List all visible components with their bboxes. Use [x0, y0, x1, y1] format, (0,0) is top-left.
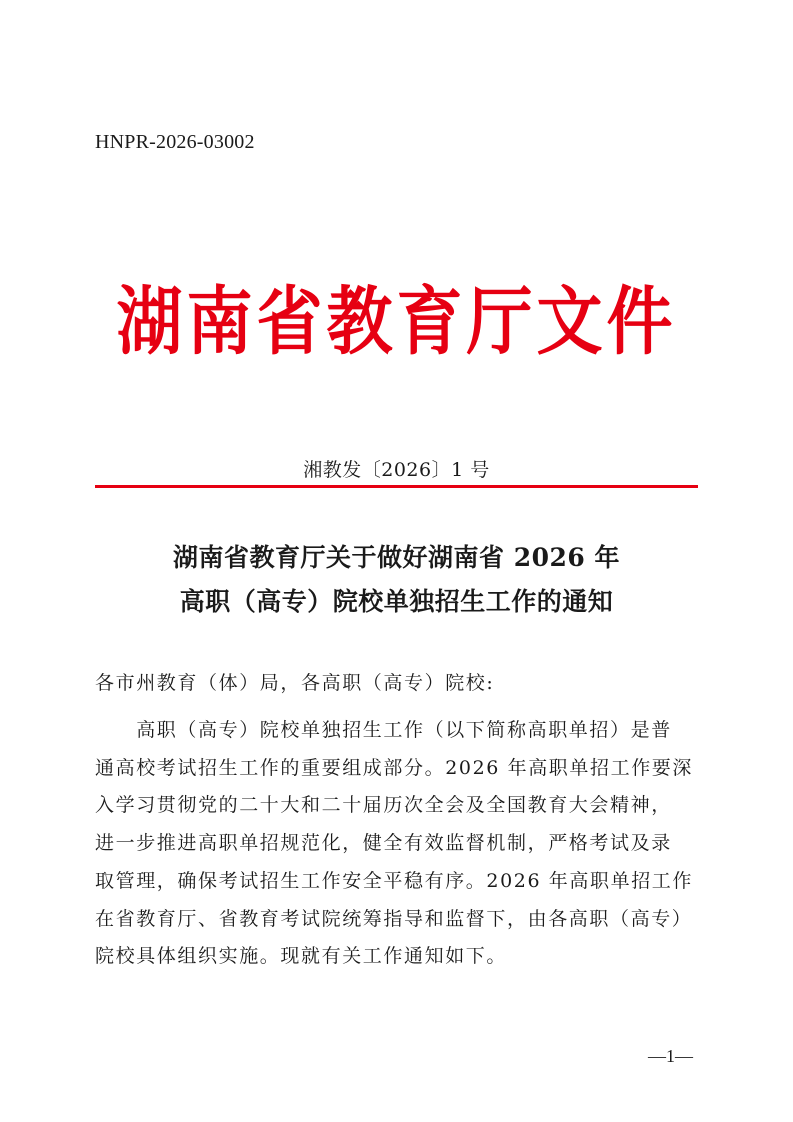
salutation: 各市州教育（体）局，各高职（高专）院校: — [95, 672, 495, 694]
title-line: 湖南省教育厅关于做好湖南省 2026 年 — [173, 543, 620, 572]
body-line: 通高校考试招生工作的重要组成部分。2026 年高职单招工作要深 — [95, 756, 693, 779]
document-title — [95, 536, 698, 624]
body-paragraph — [95, 712, 698, 976]
body-line: 取管理，确保考试招生工作安全平稳有序。2026 年高职单招工作 — [95, 869, 693, 892]
document-number: 湘教发〔2026〕1 号 — [303, 459, 490, 481]
masthead-title: 湖南省教育厅文件 — [116, 278, 677, 365]
red-separator-line — [95, 485, 698, 488]
body-line: 院校具体组织实施。现就有关工作通知如下。 — [95, 945, 508, 968]
title-line: 高职（高专）院校单独招生工作的通知 — [179, 587, 614, 616]
body-line: 入学习贯彻党的二十大和二十届历次全会及全国教育大会精神， — [95, 794, 672, 817]
body-line: 高职（高专）院校单独招生工作（以下简称高职单招）是普 — [95, 719, 672, 741]
body-line: 进一步推进高职单招规范化，健全有效监督机制，严格考试及录 — [95, 832, 672, 855]
page-number: —1— — [648, 1046, 693, 1066]
body-line: 在省教育厅、省教育考试院统筹指导和监督下，由各高职（高专） — [95, 907, 693, 930]
document-code: HNPR-2026-03002 — [95, 131, 255, 153]
